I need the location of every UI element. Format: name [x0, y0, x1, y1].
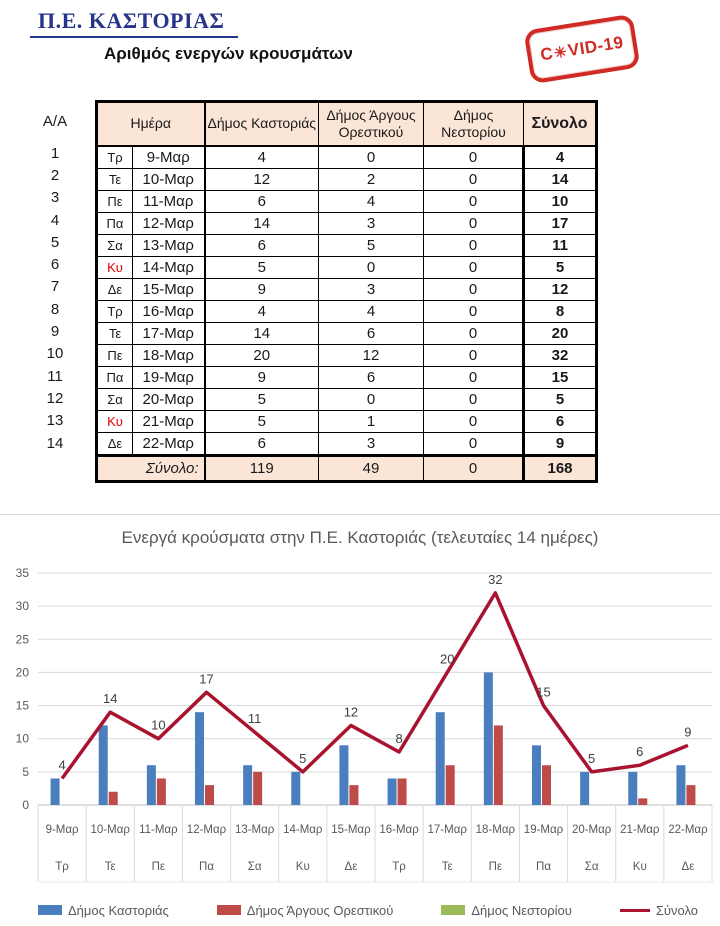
row-index: 12 — [46, 389, 64, 407]
cell-argous: 4 — [319, 301, 424, 323]
cell-day: Κυ — [97, 411, 133, 433]
cell-nestorio: 0 — [424, 213, 524, 235]
row-index: 1 — [50, 144, 60, 162]
bar-argous — [686, 785, 695, 805]
cell-argous: 3 — [319, 433, 424, 456]
row-index: 3 — [50, 189, 60, 207]
cell-total: 5 — [524, 257, 597, 279]
cell-date: 22-Μαρ — [133, 433, 205, 456]
legend-item — [620, 903, 698, 918]
cell-total: 15 — [524, 367, 597, 389]
bar-argous — [109, 792, 118, 805]
cell-total: 12 — [524, 279, 597, 301]
x-tick-date-label: 12-Μαρ — [186, 824, 227, 836]
row-index: 10 — [46, 345, 64, 363]
cell-nestorio: 0 — [424, 169, 524, 191]
line-data-label: 10 — [151, 717, 166, 733]
line-data-label: 8 — [395, 730, 403, 746]
x-tick-day-label: Τε — [104, 861, 116, 873]
table-row — [97, 301, 597, 323]
cell-date: 11-Μαρ — [133, 191, 205, 213]
x-tick-day-label: Τρ — [392, 861, 406, 873]
line-data-label: 4 — [58, 757, 66, 773]
legend-label: Δήμος Νεστορίου — [471, 902, 572, 918]
legend-label: Δήμος Καστοριάς — [68, 902, 169, 918]
cell-kastoria: 5 — [205, 389, 319, 411]
bar-kastoria — [676, 765, 685, 805]
legend-line-swatch — [620, 909, 650, 912]
cell-date: 17-Μαρ — [133, 323, 205, 345]
line-data-label: 5 — [588, 750, 596, 766]
x-tick-day-label: Σα — [584, 861, 599, 873]
cell-kastoria: 9 — [205, 367, 319, 389]
x-tick-day-label: Πα — [536, 861, 551, 873]
cell-date: 14-Μαρ — [133, 257, 205, 279]
x-tick-date-label: 15-Μαρ — [331, 824, 371, 836]
bar-kastoria — [147, 765, 156, 805]
cell-total: 10 — [524, 191, 597, 213]
table-row — [97, 213, 597, 235]
row-index: 13 — [46, 412, 64, 430]
x-tick-day-label: Κυ — [295, 861, 310, 873]
cases-table — [95, 100, 598, 483]
table-row — [97, 257, 597, 279]
cell-nestorio: 0 — [424, 191, 524, 213]
cell-nestorio: 0 — [424, 323, 524, 345]
cell-argous: 0 — [319, 146, 424, 169]
cell-day: Τρ — [97, 301, 133, 323]
row-index: 9 — [50, 323, 60, 341]
cell-kastoria: 4 — [205, 301, 319, 323]
page-title: Π.Ε. ΚΑΣΤΟΡΙΑΣ — [30, 8, 238, 38]
y-tick-label: 5 — [22, 764, 29, 779]
cell-argous: 1 — [319, 411, 424, 433]
cell-nestorio: 0 — [424, 279, 524, 301]
bar-kastoria — [339, 745, 348, 805]
row-index: 5 — [50, 233, 60, 251]
cell-kastoria: 5 — [205, 257, 319, 279]
bar-kastoria — [291, 772, 300, 805]
cell-total: 32 — [524, 345, 597, 367]
cell-day: Σα — [97, 389, 133, 411]
line-data-label: 5 — [299, 750, 307, 766]
y-tick-label: 30 — [15, 599, 29, 614]
cell-argous: 6 — [319, 323, 424, 345]
cell-total: 4 — [524, 146, 597, 169]
cell-nestorio: 0 — [424, 411, 524, 433]
x-tick-date-label: 13-Μαρ — [234, 824, 275, 836]
chart-title: Ενεργά κρούσματα στην Π.Ε. Καστοριάς (τελευταίες 14 ημέρες) — [121, 528, 599, 547]
legend-color-swatch — [38, 905, 62, 915]
line-data-label: 14 — [102, 691, 118, 707]
cell-date: 20-Μαρ — [133, 389, 205, 411]
cell-total: 9 — [524, 433, 597, 456]
table-row — [97, 433, 597, 456]
bar-argous — [494, 725, 503, 805]
virus-icon: ✳ — [552, 43, 569, 63]
cell-day: Σα — [97, 235, 133, 257]
cell-kastoria: 6 — [205, 191, 319, 213]
row-index: 7 — [50, 278, 60, 296]
cell-date: 10-Μαρ — [133, 169, 205, 191]
bar-kastoria — [628, 772, 637, 805]
cell-date: 13-Μαρ — [133, 235, 205, 257]
cell-nestorio: 0 — [424, 257, 524, 279]
line-data-label: 32 — [488, 571, 503, 587]
chart-plot-area — [0, 555, 720, 887]
cell-argous: 12 — [319, 345, 424, 367]
stamp-text-prefix: C — [539, 43, 555, 65]
cell-argous: 2 — [319, 169, 424, 191]
x-tick-day-label: Δε — [344, 861, 358, 873]
cell-date: 16-Μαρ — [133, 301, 205, 323]
cell-nestorio: 0 — [424, 235, 524, 257]
cell-total: 20 — [524, 323, 597, 345]
cell-date: 21-Μαρ — [133, 411, 205, 433]
table-row — [97, 411, 597, 433]
legend-label: Δήμος Άργους Ορεστικού — [246, 902, 394, 918]
bar-argous — [253, 772, 262, 805]
header-day: Ημέρα — [97, 102, 205, 147]
cell-kastoria: 4 — [205, 146, 319, 169]
header-nestorio: Δήμος Νεστορίου — [424, 102, 524, 147]
cell-day: Δε — [97, 433, 133, 456]
totals-argous: 49 — [319, 456, 424, 482]
cell-date: 15-Μαρ — [133, 279, 205, 301]
x-tick-day-label: Σα — [247, 861, 262, 873]
table-header-row — [97, 102, 597, 147]
cell-nestorio: 0 — [424, 367, 524, 389]
x-tick-date-label: 11-Μαρ — [139, 824, 178, 836]
y-tick-label: 35 — [15, 566, 29, 580]
page-subtitle: Αριθμός ενεργών κρουσμάτων — [104, 44, 353, 63]
row-index: 14 — [46, 434, 64, 452]
legend-label: Σύνολο — [655, 902, 698, 918]
table-row — [97, 279, 597, 301]
chart-legend — [38, 899, 698, 921]
table-row — [97, 169, 597, 191]
cell-date: 18-Μαρ — [133, 345, 205, 367]
bar-kastoria — [243, 765, 252, 805]
cell-kastoria: 6 — [205, 433, 319, 456]
x-tick-date-label: 9-Μαρ — [45, 824, 79, 836]
line-data-label: 12 — [343, 704, 359, 720]
table-row — [97, 345, 597, 367]
y-tick-label: 25 — [15, 632, 29, 647]
cell-nestorio: 0 — [424, 345, 524, 367]
bar-kastoria — [484, 672, 493, 805]
cell-argous: 6 — [319, 367, 424, 389]
cell-total: 14 — [524, 169, 597, 191]
bar-argous — [205, 785, 214, 805]
stamp-text-suffix: VID-19 — [566, 32, 625, 61]
cell-day: Πα — [97, 367, 133, 389]
totals-grand: 168 — [524, 456, 597, 482]
x-tick-date-label: 19-Μαρ — [523, 824, 564, 836]
bar-kastoria — [436, 712, 445, 805]
legend-item — [217, 903, 394, 918]
line-data-label: 17 — [199, 671, 214, 687]
x-tick-day-label: Τρ — [55, 861, 69, 873]
x-tick-day-label: Τε — [441, 861, 453, 873]
table-row — [97, 146, 597, 169]
header-total: Σύνολο — [524, 102, 597, 147]
x-tick-day-label: Πε — [151, 861, 166, 873]
y-tick-label: 15 — [15, 698, 29, 713]
cell-argous: 0 — [319, 389, 424, 411]
row-index: 11 — [47, 367, 63, 385]
x-tick-day-label: Πε — [488, 861, 503, 873]
x-tick-date-label: 18-Μαρ — [475, 824, 516, 836]
totals-row — [97, 456, 597, 482]
totals-label: Σύνολο: — [97, 456, 205, 482]
x-tick-date-label: 22-Μαρ — [668, 824, 708, 836]
cell-total: 17 — [524, 213, 597, 235]
cell-kastoria: 12 — [205, 169, 319, 191]
row-index: 2 — [50, 166, 60, 184]
cell-day: Τρ — [97, 146, 133, 169]
bar-argous — [446, 765, 455, 805]
cell-date: 12-Μαρ — [133, 213, 205, 235]
row-index: 8 — [50, 300, 60, 318]
x-tick-date-label: 21-Μαρ — [620, 824, 660, 836]
cell-argous: 4 — [319, 191, 424, 213]
bar-kastoria — [195, 712, 204, 805]
table-row — [97, 235, 597, 257]
bar-argous — [157, 778, 166, 805]
cell-kastoria: 14 — [205, 213, 319, 235]
cell-day: Δε — [97, 279, 133, 301]
totals-nestorio: 0 — [424, 456, 524, 482]
aa-header: Α/Α — [42, 112, 68, 130]
cell-kastoria: 9 — [205, 279, 319, 301]
legend-color-swatch — [441, 905, 465, 915]
row-index: 4 — [50, 211, 60, 229]
cell-kastoria: 20 — [205, 345, 319, 367]
x-tick-date-label: 14-Μαρ — [283, 824, 323, 836]
line-data-label: 9 — [684, 724, 692, 740]
y-tick-label: 20 — [15, 665, 29, 680]
cell-nestorio: 0 — [424, 301, 524, 323]
x-tick-date-label: 20-Μαρ — [571, 824, 612, 836]
table-row — [97, 323, 597, 345]
bar-kastoria — [388, 778, 397, 805]
cell-total: 11 — [524, 235, 597, 257]
header-argous: Δήμος Άργους Ορεστικού — [319, 102, 424, 147]
cell-argous: 3 — [319, 279, 424, 301]
cell-argous: 3 — [319, 213, 424, 235]
cell-kastoria: 5 — [205, 411, 319, 433]
table-row — [97, 389, 597, 411]
aa-index-column — [30, 100, 80, 454]
cell-day: Τε — [97, 169, 133, 191]
line-data-label: 11 — [247, 711, 262, 727]
cell-day: Πε — [97, 191, 133, 213]
bar-kastoria — [99, 725, 108, 805]
row-index: 6 — [50, 256, 60, 274]
bar-argous — [349, 785, 358, 805]
x-tick-date-label: 16-Μαρ — [379, 824, 419, 836]
cell-kastoria: 6 — [205, 235, 319, 257]
cell-kastoria: 14 — [205, 323, 319, 345]
bar-kastoria — [532, 745, 541, 805]
cell-date: 19-Μαρ — [133, 367, 205, 389]
legend-item — [441, 903, 572, 918]
bar-kastoria — [580, 772, 589, 805]
cell-day: Πε — [97, 345, 133, 367]
line-data-label: 15 — [536, 684, 551, 700]
bar-argous — [638, 798, 647, 805]
table-row — [97, 367, 597, 389]
bar-argous — [542, 765, 551, 805]
x-tick-day-label: Δε — [681, 861, 695, 873]
cell-day: Τε — [97, 323, 133, 345]
x-tick-day-label: Κυ — [632, 861, 647, 873]
covid19-stamp — [523, 14, 640, 85]
cell-argous: 0 — [319, 257, 424, 279]
legend-item — [38, 903, 169, 918]
cases-chart — [0, 514, 720, 926]
x-tick-date-label: 17-Μαρ — [427, 824, 467, 836]
cell-nestorio: 0 — [424, 389, 524, 411]
bar-kastoria — [51, 778, 60, 805]
line-data-label: 6 — [636, 744, 644, 760]
x-tick-day-label: Πα — [199, 861, 214, 873]
table-row — [97, 191, 597, 213]
legend-color-swatch — [217, 905, 241, 915]
cell-total: 6 — [524, 411, 597, 433]
cell-day: Κυ — [97, 257, 133, 279]
cell-total: 8 — [524, 301, 597, 323]
cell-nestorio: 0 — [424, 433, 524, 456]
header-kastoria: Δήμος Καστοριάς — [205, 102, 319, 147]
cell-argous: 5 — [319, 235, 424, 257]
cell-total: 5 — [524, 389, 597, 411]
y-tick-label: 0 — [22, 798, 29, 812]
totals-kastoria: 119 — [205, 456, 319, 482]
cell-date: 9-Μαρ — [133, 146, 205, 169]
line-data-label: 20 — [439, 651, 455, 667]
bar-argous — [398, 778, 407, 805]
x-tick-date-label: 10-Μαρ — [90, 824, 130, 836]
cell-day: Πα — [97, 213, 133, 235]
cell-nestorio: 0 — [424, 146, 524, 169]
y-tick-label: 10 — [15, 731, 29, 746]
